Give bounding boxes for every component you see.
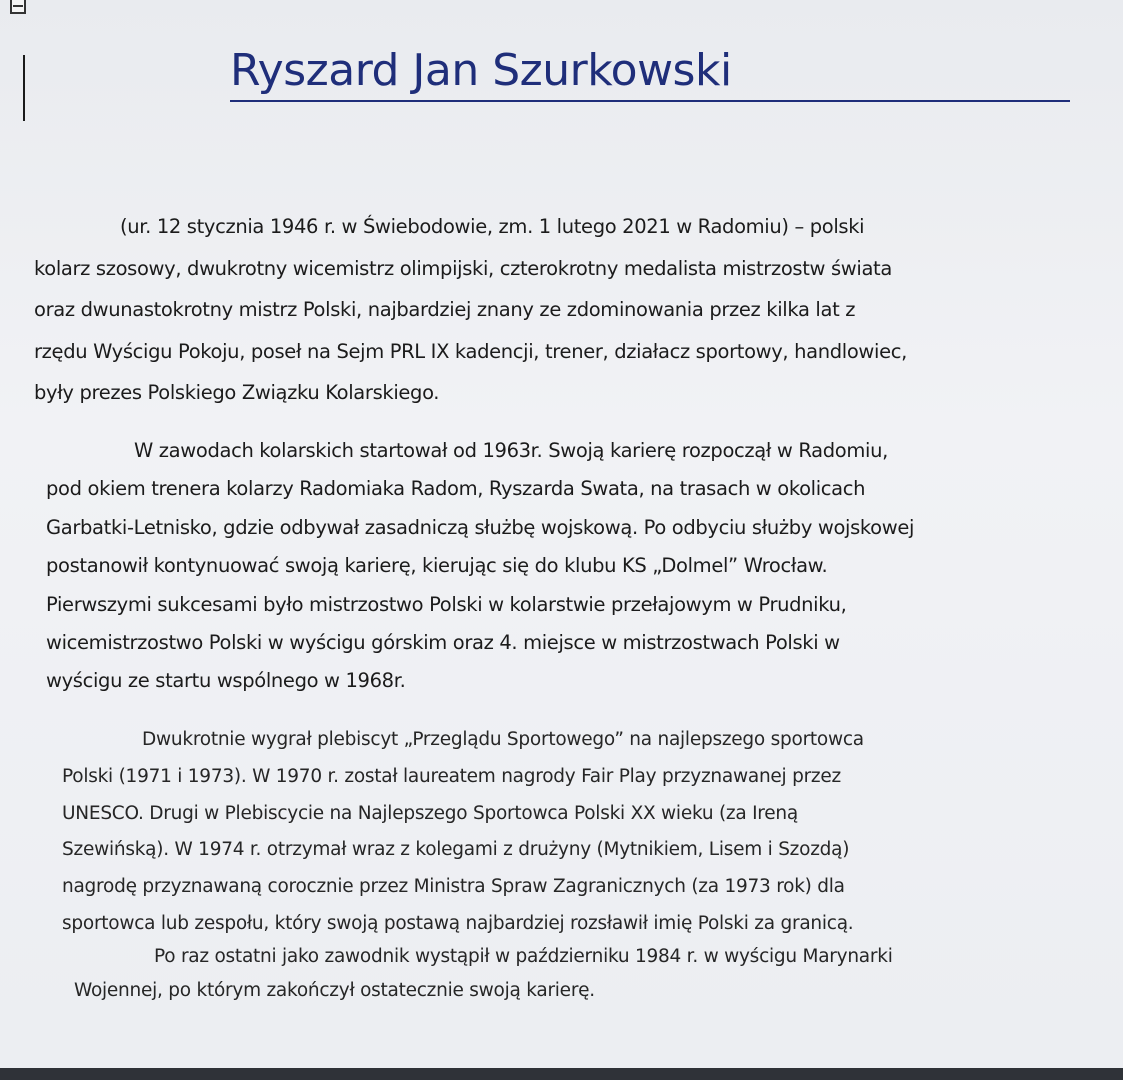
paragraph-awards [62,722,864,943]
paragraph-line: W zawodach kolarskich startował od 1963r. Swoją karierę rozpoczął w Radomiu, [134,439,888,462]
paragraph-line: Po raz ostatni jako zawodnik wystąpił w październiku 1984 r. w wyścigu Marynarki [154,946,893,967]
paragraph-line: Pierwszymi sukcesami było mistrzostwo Polski w kolarstwie przełajowym w Prudniku, [46,592,847,616]
paragraph-line: nagrodę przyznawaną corocznie przez Ministra Spraw Zagranicznych (za 1973 rok) dla [62,876,845,898]
screen-bottom-edge [0,1068,1123,1080]
paragraph-line: Dwukrotnie wygrał plebiscyt „Przeglądu Sportowego” na najlepszego sportowca [142,729,864,750]
paragraph-line: wyścigu ze startu wspólnego w 1968r. [46,669,406,693]
document-title: Ryszard Jan Szurkowski [230,42,1070,102]
paragraph-line: Szewińską). W 1974 r. otrzymał wraz z kolegami z drużyny (Mytnikiem, Lisem i Szozdą) [62,839,850,861]
paragraph-biography [34,206,907,414]
paragraph-line: postanowił kontynuować swoją karierę, kierując się do klubu KS „Dolmel” Wrocław. [46,554,828,578]
paragraph-line: rzędu Wyścigu Pokoju, poseł na Sejm PRL IX kadencji, trener, działacz sportowy, handlowiec, [34,339,907,363]
paragraph-line: pod okiem trenera kolarzy Radomiaka Radom, Ryszarda Swata, na trasach w okolicach [46,477,866,501]
paragraph-line: oraz dwunastokrotny mistrz Polski, najbardziej znany ze zdominowania przez kilka lat z [34,298,856,321]
paragraph-career-end [74,940,893,1008]
paragraph-line: wicemistrzostwo Polski w wyścigu górskim oraz 4. miejsce w mistrzostwach Polski w [46,631,840,655]
paragraph-line: Wojennej, po którym zakończył ostatecznie swoją karierę. [74,980,595,1001]
paragraph-line: UNESCO. Drugi w Plebiscycie na Najlepszego Sportowca Polski XX wieku (za Ireną [62,802,798,824]
paragraph-line: (ur. 12 stycznia 1946 r. w Świebodowie, zm. 1 lutego 2021 w Radomiu) – polski [120,215,865,238]
paragraph-career-start [46,432,914,701]
paragraph-line: sportowca lub zespołu, który swoją postawą najbardziej rozsławił imię Polski za granicą. [62,912,854,934]
paragraph-line: kolarz szosowy, dwukrotny wicemistrz olimpijski, czterokrotny medalista mistrzostw świata [34,256,892,280]
text-cursor [23,55,25,121]
paragraph-line: Polski (1971 i 1973). W 1970 r. został laureatem nagrody Fair Play przyznawanej przez [62,765,841,787]
paragraph-line: Garbatki-Letnisko, gdzie odbywał zasadniczą służbę wojskową. Po odbyciu służby wojskowej [46,515,915,539]
paragraph-line: były prezes Polskiego Związku Kolarskiego. [34,381,440,404]
window-restore-icon[interactable] [10,0,26,14]
